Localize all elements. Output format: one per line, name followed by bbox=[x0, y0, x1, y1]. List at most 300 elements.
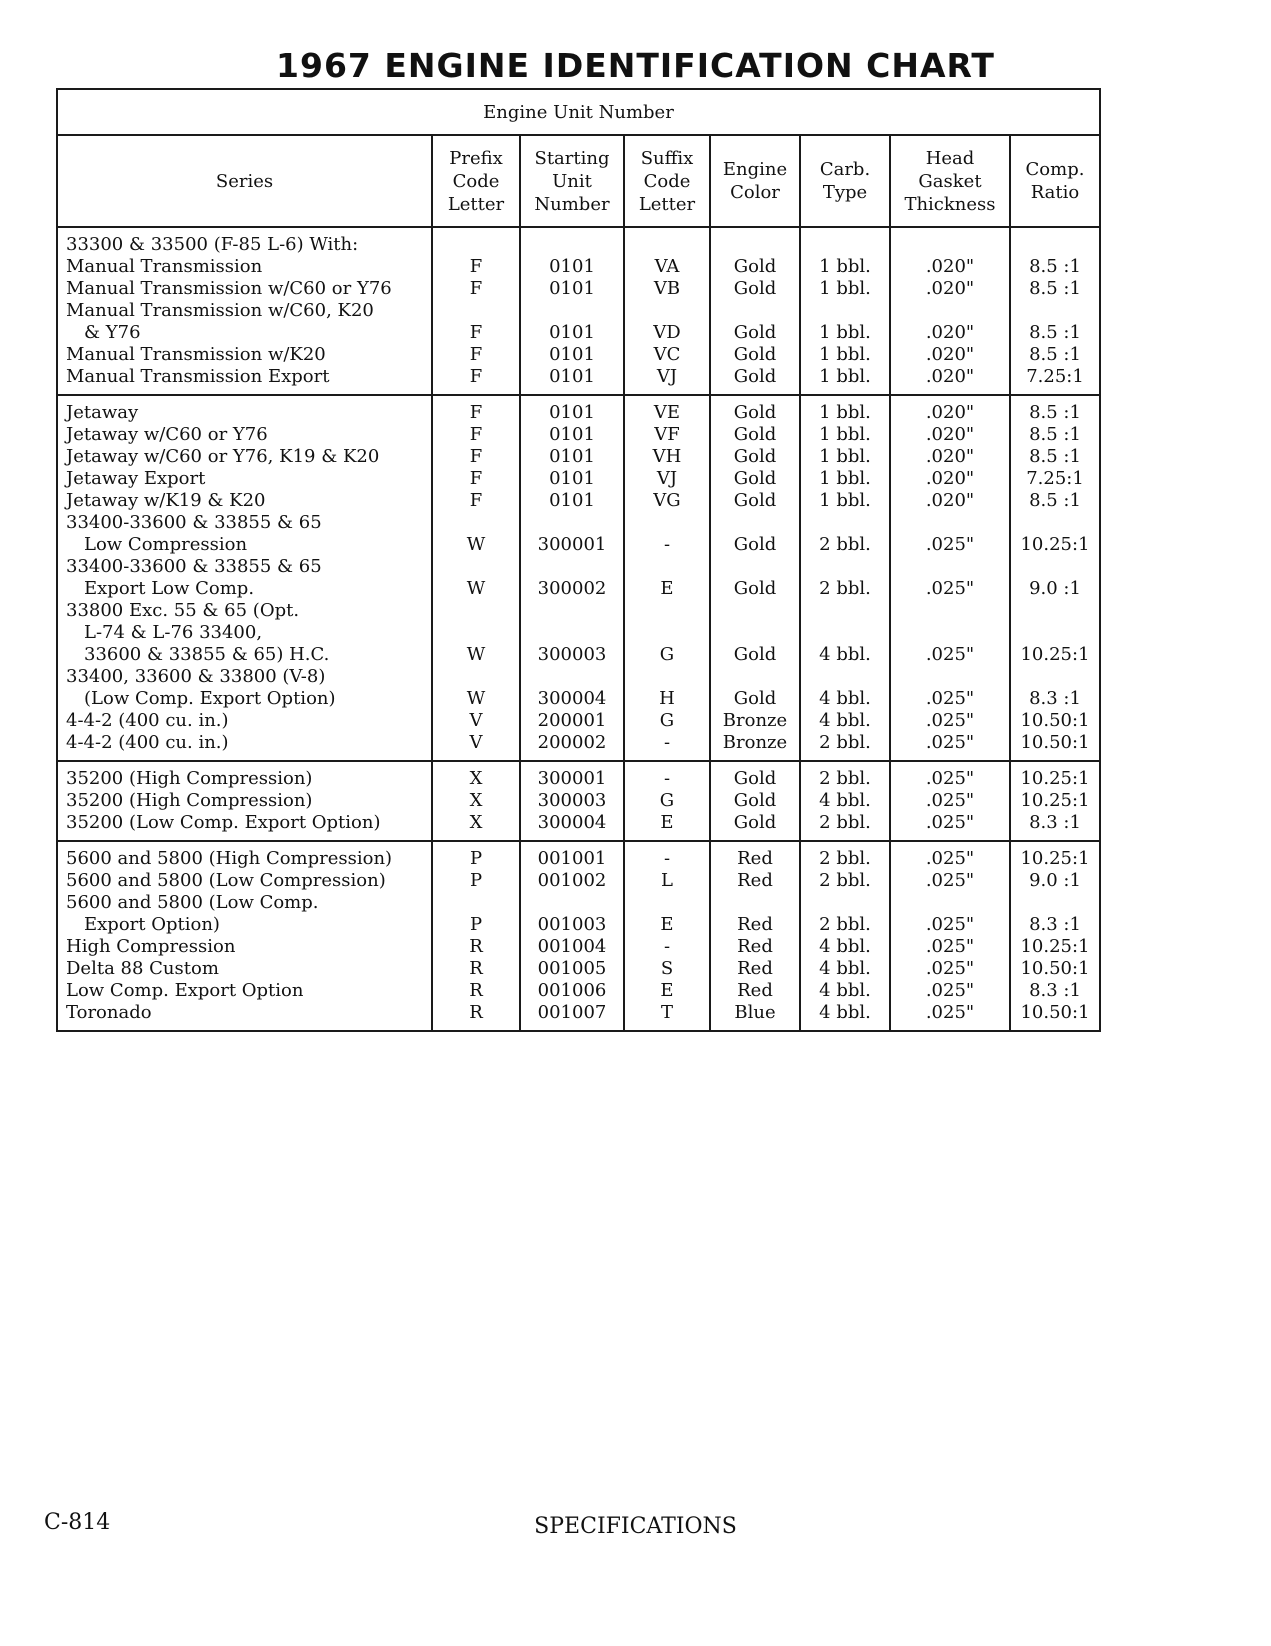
prefix-code-column bbox=[433, 228, 521, 394]
prefix-code-cell bbox=[433, 892, 519, 914]
suffix-code-column bbox=[625, 228, 711, 394]
prefix-code-cell: X bbox=[469, 790, 483, 811]
carb-type-cell bbox=[801, 622, 889, 644]
prefix-code-cell: F bbox=[469, 366, 483, 387]
prefix-code-cell: P bbox=[469, 848, 483, 869]
engine-color-cell: Gold bbox=[733, 424, 777, 445]
suffix-code-cell: - bbox=[663, 848, 671, 869]
comp-ratio-cell bbox=[1011, 234, 1099, 256]
starting-unit-number-cell: 200001 bbox=[537, 710, 607, 731]
gasket-thickness-cell: .020" bbox=[925, 468, 975, 489]
suffix-code-cell bbox=[625, 600, 709, 622]
gasket-thickness-cell: .020" bbox=[925, 322, 975, 343]
engine-color-cell bbox=[711, 622, 799, 644]
series-cell: Jetaway w/C60 or Y76, K19 & K20 bbox=[66, 446, 380, 467]
starting-unit-number-cell bbox=[521, 512, 623, 534]
carb-type-cell: 2 bbl. bbox=[819, 732, 871, 753]
series-cell: Manual Transmission w/C60, K20 bbox=[66, 300, 374, 321]
comp-ratio-cell: 10.25:1 bbox=[1020, 768, 1090, 789]
gasket-thickness-cell: .025" bbox=[925, 870, 975, 891]
suffix-code-cell: VA bbox=[654, 256, 680, 277]
engine-color-cell bbox=[711, 512, 799, 534]
gasket-thickness-cell: .025" bbox=[925, 1002, 975, 1023]
engine-color-cell bbox=[711, 600, 799, 622]
engine-color-cell: Red bbox=[737, 980, 773, 1001]
table-group bbox=[58, 396, 1099, 762]
comp-ratio-column bbox=[1011, 228, 1099, 394]
suffix-code-cell bbox=[625, 622, 709, 644]
carb-type-cell: 2 bbl. bbox=[819, 768, 871, 789]
starting-unit-number-cell bbox=[521, 234, 623, 256]
suffix-code-column bbox=[625, 842, 711, 1030]
series-cell: 4-4-2 (400 cu. in.) bbox=[66, 732, 229, 753]
table-group bbox=[58, 842, 1099, 1030]
carb-type-cell: 4 bbl. bbox=[819, 790, 871, 811]
carb-type-cell bbox=[801, 892, 889, 914]
gasket-thickness-cell bbox=[891, 512, 1009, 534]
carb-type-cell: 4 bbl. bbox=[819, 644, 871, 665]
engine-color-cell bbox=[711, 300, 799, 322]
carb-type-cell: 1 bbl. bbox=[819, 322, 871, 343]
comp-ratio-cell: 8.5 :1 bbox=[1029, 344, 1081, 365]
page-number: C-814 bbox=[44, 1510, 111, 1535]
starting-unit-number-cell: 0101 bbox=[549, 278, 595, 299]
starting-unit-number-column bbox=[521, 396, 625, 760]
suffix-code-cell: G bbox=[659, 790, 675, 811]
series-cell: Low Compression bbox=[84, 534, 248, 555]
prefix-code-cell: R bbox=[469, 936, 483, 957]
engine-color-cell: Gold bbox=[733, 468, 777, 489]
series-cell: Export Low Comp. bbox=[84, 578, 255, 599]
prefix-code-cell: F bbox=[469, 402, 483, 423]
prefix-code-cell bbox=[433, 234, 519, 256]
starting-unit-number-cell: 300003 bbox=[537, 790, 607, 811]
header-comp-ratio: Comp. Ratio bbox=[1025, 159, 1085, 203]
gasket-thickness-cell: .025" bbox=[925, 958, 975, 979]
starting-unit-number-cell: 300004 bbox=[537, 812, 607, 833]
gasket-thickness-column bbox=[891, 842, 1011, 1030]
prefix-code-column bbox=[433, 762, 521, 840]
series-cell: (Low Comp. Export Option) bbox=[84, 688, 336, 709]
series-cell: Export Option) bbox=[84, 914, 220, 935]
engine-color-cell bbox=[711, 666, 799, 688]
series-cell: Jetaway w/K19 & K20 bbox=[66, 490, 266, 511]
suffix-code-cell: VJ bbox=[656, 468, 678, 489]
series-cell: 35200 (High Compression) bbox=[66, 768, 313, 789]
gasket-thickness-column bbox=[891, 396, 1011, 760]
series-cell: High Compression bbox=[66, 936, 236, 957]
starting-unit-number-cell: 200002 bbox=[537, 732, 607, 753]
gasket-thickness-cell: .025" bbox=[925, 790, 975, 811]
engine-color-cell: Gold bbox=[733, 644, 777, 665]
suffix-code-cell: E bbox=[660, 980, 674, 1001]
gasket-thickness-cell: .020" bbox=[925, 278, 975, 299]
header-prefix-code-letter: Prefix Code Letter bbox=[433, 136, 521, 226]
suffix-code-cell: S bbox=[660, 958, 674, 979]
suffix-code-cell: E bbox=[660, 578, 674, 599]
prefix-code-cell: W bbox=[466, 644, 486, 665]
comp-ratio-cell: 10.25:1 bbox=[1020, 644, 1090, 665]
engine-color-column bbox=[711, 228, 801, 394]
engine-color-cell: Gold bbox=[733, 322, 777, 343]
comp-ratio-cell bbox=[1011, 622, 1099, 644]
prefix-code-cell: F bbox=[469, 424, 483, 445]
prefix-code-cell bbox=[433, 666, 519, 688]
suffix-code-cell: VD bbox=[653, 322, 681, 343]
gasket-thickness-cell bbox=[891, 300, 1009, 322]
series-cell: Jetaway w/C60 or Y76 bbox=[66, 424, 268, 445]
prefix-code-cell bbox=[433, 622, 519, 644]
prefix-code-cell bbox=[433, 600, 519, 622]
starting-unit-number-cell bbox=[521, 300, 623, 322]
gasket-thickness-cell: .020" bbox=[925, 446, 975, 467]
comp-ratio-cell: 8.5 :1 bbox=[1029, 424, 1081, 445]
suffix-code-cell: H bbox=[659, 688, 675, 709]
starting-unit-number-cell: 001006 bbox=[537, 980, 607, 1001]
carb-type-cell: 1 bbl. bbox=[819, 468, 871, 489]
engine-color-cell: Gold bbox=[733, 812, 777, 833]
table-body bbox=[58, 228, 1099, 1030]
comp-ratio-cell: 8.5 :1 bbox=[1029, 402, 1081, 423]
suffix-code-cell: - bbox=[663, 768, 671, 789]
gasket-thickness-cell: .025" bbox=[925, 688, 975, 709]
comp-ratio-cell bbox=[1011, 600, 1099, 622]
comp-ratio-column bbox=[1011, 396, 1099, 760]
section-title: SPECIFICATIONS bbox=[534, 1514, 737, 1539]
engine-color-cell: Gold bbox=[733, 578, 777, 599]
suffix-code-cell: VF bbox=[654, 424, 680, 445]
series-cell: Jetaway Export bbox=[66, 468, 206, 489]
suffix-code-cell: - bbox=[663, 936, 671, 957]
prefix-code-cell: V bbox=[469, 732, 483, 753]
series-column bbox=[58, 762, 433, 840]
carb-type-cell bbox=[801, 600, 889, 622]
suffix-code-cell: E bbox=[660, 812, 674, 833]
series-cell: 33400-33600 & 33855 & 65 bbox=[66, 556, 322, 577]
carb-type-cell: 2 bbl. bbox=[819, 578, 871, 599]
comp-ratio-column bbox=[1011, 842, 1099, 1030]
gasket-thickness-cell bbox=[891, 666, 1009, 688]
engine-color-column bbox=[711, 396, 801, 760]
table-group bbox=[58, 228, 1099, 396]
chart-title: 1967 ENGINE IDENTIFICATION CHART bbox=[276, 46, 995, 85]
carb-type-cell: 2 bbl. bbox=[819, 534, 871, 555]
engine-color-cell: Red bbox=[737, 848, 773, 869]
engine-color-cell: Gold bbox=[733, 446, 777, 467]
prefix-code-column bbox=[433, 842, 521, 1030]
starting-unit-number-column bbox=[521, 762, 625, 840]
suffix-code-cell bbox=[625, 556, 709, 578]
prefix-code-cell: X bbox=[469, 812, 483, 833]
starting-unit-number-cell: 300001 bbox=[537, 768, 607, 789]
series-cell: 4-4-2 (400 cu. in.) bbox=[66, 710, 229, 731]
gasket-thickness-cell: .025" bbox=[925, 812, 975, 833]
header-engine-color: Engine Color bbox=[711, 136, 801, 226]
prefix-code-cell: F bbox=[469, 278, 483, 299]
engine-color-cell: Red bbox=[737, 936, 773, 957]
starting-unit-number-cell bbox=[521, 622, 623, 644]
gasket-thickness-cell: .025" bbox=[925, 732, 975, 753]
comp-ratio-cell: 10.50:1 bbox=[1020, 710, 1090, 731]
prefix-code-cell: F bbox=[469, 344, 483, 365]
engine-color-cell bbox=[711, 234, 799, 256]
comp-ratio-cell: 8.3 :1 bbox=[1029, 980, 1081, 1001]
engine-color-cell bbox=[711, 556, 799, 578]
column-header-row bbox=[58, 136, 1099, 228]
series-column bbox=[58, 396, 433, 760]
header-head-gasket-thickness: Head Gasket Thickness bbox=[891, 136, 1011, 226]
series-cell: Manual Transmission w/K20 bbox=[66, 344, 326, 365]
prefix-code-cell bbox=[433, 556, 519, 578]
suffix-code-cell: VB bbox=[653, 278, 681, 299]
suffix-code-cell: VE bbox=[653, 402, 681, 423]
carb-type-cell: 4 bbl. bbox=[819, 980, 871, 1001]
carb-type-cell: 4 bbl. bbox=[819, 688, 871, 709]
series-cell: Delta 88 Custom bbox=[66, 958, 219, 979]
gasket-thickness-cell: .025" bbox=[925, 644, 975, 665]
series-cell: 33400, 33600 & 33800 (V-8) bbox=[66, 666, 326, 687]
starting-unit-number-cell: 0101 bbox=[549, 366, 595, 387]
comp-ratio-cell bbox=[1011, 556, 1099, 578]
series-cell: Jetaway bbox=[66, 402, 139, 423]
comp-ratio-cell: 7.25:1 bbox=[1026, 468, 1084, 489]
starting-unit-number-cell: 001004 bbox=[537, 936, 607, 957]
suffix-code-cell: E bbox=[660, 914, 674, 935]
gasket-thickness-column bbox=[891, 228, 1011, 394]
carb-type-column bbox=[801, 228, 891, 394]
series-cell: 33400-33600 & 33855 & 65 bbox=[66, 512, 322, 533]
prefix-code-cell: W bbox=[466, 534, 486, 555]
prefix-code-cell: F bbox=[469, 446, 483, 467]
comp-ratio-cell: 10.25:1 bbox=[1020, 790, 1090, 811]
comp-ratio-cell: 10.25:1 bbox=[1020, 848, 1090, 869]
gasket-thickness-cell: .020" bbox=[925, 490, 975, 511]
comp-ratio-cell: 8.5 :1 bbox=[1029, 490, 1081, 511]
suffix-code-cell: VH bbox=[652, 446, 682, 467]
suffix-code-cell: VJ bbox=[656, 366, 678, 387]
carb-type-cell: 2 bbl. bbox=[819, 870, 871, 891]
gasket-thickness-cell: .020" bbox=[925, 402, 975, 423]
comp-ratio-cell bbox=[1011, 892, 1099, 914]
prefix-code-cell: R bbox=[469, 980, 483, 1001]
header-starting-unit-number: Starting Unit Number bbox=[521, 136, 625, 226]
suffix-code-cell bbox=[625, 234, 709, 256]
series-cell: 33600 & 33855 & 65) H.C. bbox=[84, 644, 330, 665]
carb-type-column bbox=[801, 762, 891, 840]
gasket-thickness-cell: .025" bbox=[925, 578, 975, 599]
series-cell: 35200 (High Compression) bbox=[66, 790, 313, 811]
gasket-thickness-column bbox=[891, 762, 1011, 840]
starting-unit-number-cell: 0101 bbox=[549, 424, 595, 445]
table-group bbox=[58, 762, 1099, 842]
carb-type-cell: 4 bbl. bbox=[819, 936, 871, 957]
gasket-thickness-cell: .025" bbox=[925, 980, 975, 1001]
series-cell: 35200 (Low Comp. Export Option) bbox=[66, 812, 381, 833]
suffix-code-cell bbox=[625, 666, 709, 688]
comp-ratio-cell: 8.3 :1 bbox=[1029, 688, 1081, 709]
suffix-code-cell bbox=[625, 892, 709, 914]
engine-color-column bbox=[711, 842, 801, 1030]
gasket-thickness-cell: .025" bbox=[925, 534, 975, 555]
starting-unit-number-cell: 300001 bbox=[537, 534, 607, 555]
comp-ratio-cell: 10.25:1 bbox=[1020, 936, 1090, 957]
starting-unit-number-cell: 0101 bbox=[549, 468, 595, 489]
series-cell: 33300 & 33500 (F-85 L-6) With: bbox=[66, 234, 359, 255]
carb-type-cell: 1 bbl. bbox=[819, 344, 871, 365]
series-cell: 33800 Exc. 55 & 65 (Opt. bbox=[66, 600, 300, 621]
comp-ratio-cell: 9.0 :1 bbox=[1029, 870, 1081, 891]
comp-ratio-cell: 8.5 :1 bbox=[1029, 256, 1081, 277]
series-cell: L-74 & L-76 33400, bbox=[84, 622, 263, 643]
comp-ratio-cell bbox=[1011, 300, 1099, 322]
engine-color-cell: Gold bbox=[733, 490, 777, 511]
suffix-code-cell: G bbox=[659, 644, 675, 665]
comp-ratio-cell: 10.25:1 bbox=[1020, 534, 1090, 555]
engine-color-cell: Gold bbox=[733, 402, 777, 423]
starting-unit-number-column bbox=[521, 842, 625, 1030]
comp-ratio-cell: 8.3 :1 bbox=[1029, 914, 1081, 935]
carb-type-cell: 1 bbl. bbox=[819, 402, 871, 423]
engine-identification-table bbox=[56, 88, 1101, 1032]
suffix-code-cell bbox=[625, 300, 709, 322]
comp-ratio-cell: 8.3 :1 bbox=[1029, 812, 1081, 833]
carb-type-column bbox=[801, 842, 891, 1030]
starting-unit-number-cell: 001001 bbox=[537, 848, 607, 869]
suffix-code-column bbox=[625, 762, 711, 840]
engine-color-cell: Bronze bbox=[722, 710, 788, 731]
engine-color-cell: Gold bbox=[733, 688, 777, 709]
series-cell: Toronado bbox=[66, 1002, 152, 1023]
carb-type-cell: 4 bbl. bbox=[819, 1002, 871, 1023]
prefix-code-cell: W bbox=[466, 688, 486, 709]
comp-ratio-cell: 8.5 :1 bbox=[1029, 278, 1081, 299]
carb-type-cell bbox=[801, 512, 889, 534]
engine-color-column bbox=[711, 762, 801, 840]
prefix-code-cell: V bbox=[469, 710, 483, 731]
starting-unit-number-cell: 001002 bbox=[537, 870, 607, 891]
series-cell: Manual Transmission w/C60 or Y76 bbox=[66, 278, 392, 299]
suffix-code-cell bbox=[625, 512, 709, 534]
starting-unit-number-cell: 0101 bbox=[549, 344, 595, 365]
prefix-code-cell: F bbox=[469, 490, 483, 511]
engine-color-cell: Red bbox=[737, 958, 773, 979]
starting-unit-number-cell: 001007 bbox=[537, 1002, 607, 1023]
series-cell: Manual Transmission Export bbox=[66, 366, 330, 387]
starting-unit-number-cell: 001003 bbox=[537, 914, 607, 935]
prefix-code-cell: P bbox=[469, 914, 483, 935]
comp-ratio-cell: 9.0 :1 bbox=[1029, 578, 1081, 599]
gasket-thickness-cell bbox=[891, 622, 1009, 644]
carb-type-cell: 2 bbl. bbox=[819, 914, 871, 935]
series-cell: Manual Transmission bbox=[66, 256, 263, 277]
gasket-thickness-cell bbox=[891, 892, 1009, 914]
carb-type-column bbox=[801, 396, 891, 760]
starting-unit-number-cell bbox=[521, 600, 623, 622]
engine-color-cell: Gold bbox=[733, 534, 777, 555]
carb-type-cell: 1 bbl. bbox=[819, 490, 871, 511]
engine-color-cell: Gold bbox=[733, 366, 777, 387]
engine-color-cell: Gold bbox=[733, 768, 777, 789]
engine-unit-number-header: Engine Unit Number bbox=[58, 90, 1099, 136]
engine-color-cell: Gold bbox=[733, 278, 777, 299]
series-cell: 5600 and 5800 (High Compression) bbox=[66, 848, 393, 869]
header-series: Series bbox=[58, 136, 433, 226]
starting-unit-number-cell: 0101 bbox=[549, 446, 595, 467]
carb-type-cell bbox=[801, 300, 889, 322]
gasket-thickness-cell: .020" bbox=[925, 256, 975, 277]
engine-color-cell: Blue bbox=[734, 1002, 776, 1023]
starting-unit-number-cell bbox=[521, 556, 623, 578]
series-cell: Low Comp. Export Option bbox=[66, 980, 304, 1001]
comp-ratio-cell: 10.50:1 bbox=[1020, 1002, 1090, 1023]
comp-ratio-cell: 10.50:1 bbox=[1020, 958, 1090, 979]
suffix-code-cell: - bbox=[663, 534, 671, 555]
starting-unit-number-cell: 0101 bbox=[549, 490, 595, 511]
prefix-code-column bbox=[433, 396, 521, 760]
prefix-code-cell: F bbox=[469, 468, 483, 489]
engine-color-cell: Red bbox=[737, 914, 773, 935]
series-cell: 5600 and 5800 (Low Compression) bbox=[66, 870, 386, 891]
carb-type-cell: 1 bbl. bbox=[819, 424, 871, 445]
suffix-code-cell: G bbox=[659, 710, 675, 731]
gasket-thickness-cell bbox=[891, 556, 1009, 578]
starting-unit-number-cell: 300003 bbox=[537, 644, 607, 665]
header-carb-type: Carb. Type bbox=[801, 136, 891, 226]
gasket-thickness-cell: .025" bbox=[925, 848, 975, 869]
carb-type-cell bbox=[801, 234, 889, 256]
starting-unit-number-cell: 0101 bbox=[549, 256, 595, 277]
carb-type-cell: 4 bbl. bbox=[819, 958, 871, 979]
gasket-thickness-cell: .025" bbox=[925, 710, 975, 731]
starting-unit-number-cell: 0101 bbox=[549, 322, 595, 343]
starting-unit-number-cell: 300004 bbox=[537, 688, 607, 709]
prefix-code-cell: F bbox=[469, 256, 483, 277]
gasket-thickness-cell: .020" bbox=[925, 344, 975, 365]
starting-unit-number-cell: 0101 bbox=[549, 402, 595, 423]
comp-ratio-cell bbox=[1011, 666, 1099, 688]
gasket-thickness-cell: .025" bbox=[925, 936, 975, 957]
starting-unit-number-cell bbox=[521, 666, 623, 688]
suffix-code-column bbox=[625, 396, 711, 760]
starting-unit-number-cell: 001005 bbox=[537, 958, 607, 979]
gasket-thickness-cell bbox=[891, 234, 1009, 256]
carb-type-cell: 1 bbl. bbox=[819, 366, 871, 387]
gasket-thickness-cell: .020" bbox=[925, 424, 975, 445]
prefix-code-cell: R bbox=[469, 958, 483, 979]
suffix-code-cell: - bbox=[663, 732, 671, 753]
engine-color-cell: Bronze bbox=[722, 732, 788, 753]
prefix-code-cell: P bbox=[469, 870, 483, 891]
starting-unit-number-cell: 300002 bbox=[537, 578, 607, 599]
prefix-code-cell: F bbox=[469, 322, 483, 343]
prefix-code-cell bbox=[433, 512, 519, 534]
prefix-code-cell: W bbox=[466, 578, 486, 599]
comp-ratio-cell: 10.50:1 bbox=[1020, 732, 1090, 753]
gasket-thickness-cell: .025" bbox=[925, 768, 975, 789]
series-cell: & Y76 bbox=[84, 322, 141, 343]
comp-ratio-column bbox=[1011, 762, 1099, 840]
carb-type-cell bbox=[801, 556, 889, 578]
gasket-thickness-cell: .025" bbox=[925, 914, 975, 935]
comp-ratio-cell: 7.25:1 bbox=[1026, 366, 1084, 387]
comp-ratio-cell: 8.5 :1 bbox=[1029, 446, 1081, 467]
series-cell: 5600 and 5800 (Low Comp. bbox=[66, 892, 319, 913]
carb-type-cell: 1 bbl. bbox=[819, 446, 871, 467]
engine-color-cell: Red bbox=[737, 870, 773, 891]
prefix-code-cell: R bbox=[469, 1002, 483, 1023]
gasket-thickness-cell bbox=[891, 600, 1009, 622]
header-suffix-code-letter: Suffix Code Letter bbox=[625, 136, 711, 226]
